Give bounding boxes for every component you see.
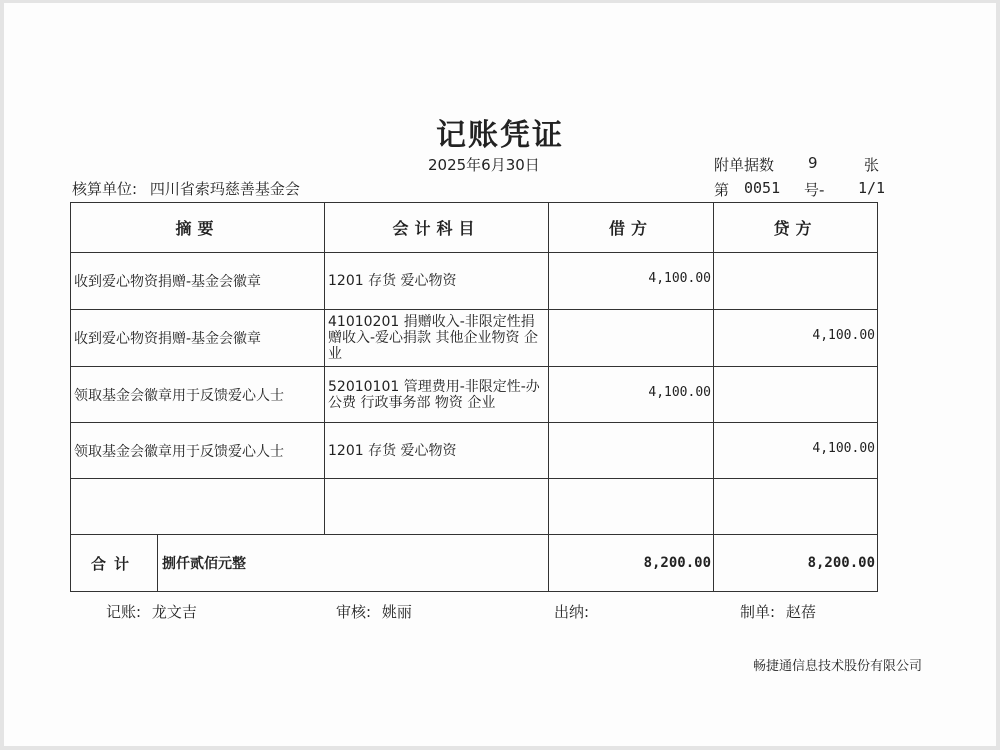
row-account [325, 479, 549, 535]
header-account: 会计科目 [325, 203, 549, 253]
attachments-unit: 张 [864, 156, 880, 174]
row-account: 41010201 捐赠收入-非限定性捐赠收入-爱心捐款 其他企业物资 企业 [325, 310, 549, 367]
table-row [71, 310, 878, 367]
row-credit [714, 253, 878, 310]
bookkeeper-label: 记账: [106, 603, 142, 621]
preparer-name: 赵蓓 [785, 603, 816, 621]
total-amount-words: 捌仟贰佰元整 [158, 535, 549, 592]
reviewer-name: 姚丽 [381, 603, 412, 621]
row-account: 52010101 管理费用-非限定性-办公费 行政事务部 物资 企业 [325, 367, 549, 423]
row-debit [549, 423, 714, 479]
row-summary: 收到爱心物资捐赠-基金会徽章 [71, 310, 325, 367]
preparer-signature [740, 601, 816, 622]
table-row [71, 423, 878, 479]
attachments-number: 9 [808, 154, 818, 172]
row-credit: 4,100.00 [714, 310, 878, 367]
table-header-row [71, 203, 878, 253]
voucher-number [714, 179, 886, 200]
voucher-date: 2025年6月30日 [428, 156, 540, 174]
software-company: 畅捷通信息技术股份有限公司 [752, 659, 922, 674]
voucher-page-count: 1/1 [858, 179, 886, 197]
unit-label: 核算单位: [72, 180, 138, 198]
row-debit [549, 310, 714, 367]
voucher-prefix: 第 [714, 181, 730, 199]
row-credit: 4,100.00 [714, 423, 878, 479]
row-summary: 收到爱心物资捐赠-基金会徽章 [71, 253, 325, 310]
reviewer-signature [336, 601, 412, 622]
row-credit [714, 367, 878, 423]
row-credit [714, 479, 878, 535]
cashier-label: 出纳: [554, 603, 590, 621]
cashier-signature [554, 601, 595, 622]
voucher-title: 记账凭证 [436, 118, 564, 153]
accounting-unit [72, 178, 300, 199]
row-summary: 领取基金会徽章用于反馈爱心人士 [71, 423, 325, 479]
table-row [71, 367, 878, 423]
attachments-count [714, 154, 880, 175]
total-credit: 8,200.00 [714, 535, 878, 592]
bookkeeper-name: 龙文吉 [151, 603, 197, 621]
row-debit [549, 479, 714, 535]
preparer-label: 制单: [740, 603, 776, 621]
voucher-table [70, 202, 878, 592]
row-account: 1201 存货 爱心物资 [325, 253, 549, 310]
row-debit: 4,100.00 [549, 367, 714, 423]
voucher-page [4, 3, 996, 746]
table-row-empty [71, 479, 878, 535]
reviewer-label: 审核: [336, 603, 372, 621]
bookkeeper-signature [106, 601, 197, 622]
voucher-no: 0051 [744, 179, 781, 197]
total-label: 合计 [71, 535, 158, 592]
attachments-label: 附单据数 [714, 156, 775, 174]
header-credit: 贷方 [714, 203, 878, 253]
header-summary: 摘要 [71, 203, 325, 253]
unit-name: 四川省索玛慈善基金会 [149, 180, 300, 198]
table-total-row [71, 535, 878, 592]
row-account: 1201 存货 爱心物资 [325, 423, 549, 479]
total-debit: 8,200.00 [549, 535, 714, 592]
voucher-suffix: 号- [804, 181, 825, 199]
row-summary [71, 479, 325, 535]
row-debit: 4,100.00 [549, 253, 714, 310]
row-summary: 领取基金会徽章用于反馈爱心人士 [71, 367, 325, 423]
header-debit: 借方 [549, 203, 714, 253]
table-row [71, 253, 878, 310]
